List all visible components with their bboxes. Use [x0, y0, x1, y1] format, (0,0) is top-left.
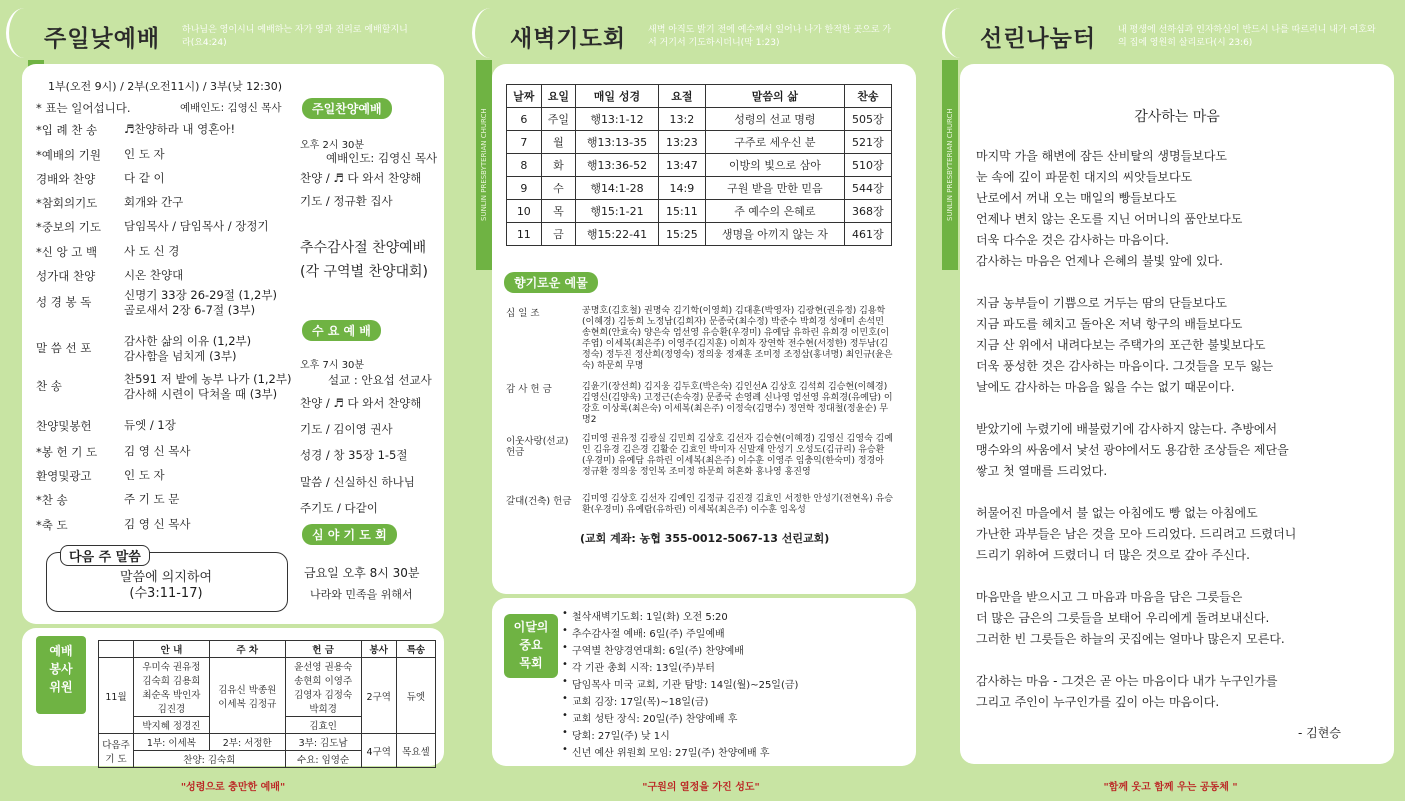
poem-line: 언제나 변치 않는 온도를 지닌 어머니의 품안보다도 — [976, 212, 1243, 226]
duty-guide2: 박지혜 정경진 — [134, 717, 210, 734]
schedule-cell: 9 — [507, 177, 542, 200]
schedule-cell: 수 — [541, 177, 576, 200]
table-row — [507, 154, 892, 177]
schedule-cell: 505장 — [844, 108, 891, 131]
offering-names: 김윤기(장선희) 김지웅 김두호(박은숙) 김인선A 김상호 김석희 김승현(이혜경) 김영신(김양욱) 고정근(손숙경) 문종국 손영례 신나영 엄선영 유희경(유예담) 이강호 이상록(최은숙) 이세복(최은주) 이정숙(김명수) 정연학 정대철(정윤순) 무명2 — [582, 382, 893, 425]
night-title-pill: 심 야 기 도 회 — [302, 524, 397, 545]
schedule-cell: 주일 — [541, 108, 576, 131]
bullet-icon: • — [562, 727, 568, 738]
praise-title — [302, 98, 392, 119]
order-key: *찬 송 — [36, 493, 68, 507]
schedule-cell: 행13:36-52 — [576, 154, 658, 177]
schedule-cell: 14:9 — [658, 177, 705, 200]
schedule-cell: 13:47 — [658, 154, 705, 177]
order-key: *축 도 — [36, 518, 68, 532]
list-item: 교회 성탄 장식: 20일(주) 찬양예배 후 — [572, 714, 738, 725]
sharing-panel — [936, 0, 1405, 801]
bullet-icon: • — [562, 625, 568, 636]
sharing-footer: "함께 웃고 함께 우는 공동체 " — [1103, 782, 1238, 793]
poem-line: 허물어진 마을에서 불 없는 아침에도 빵 없는 아침에도 — [976, 506, 1258, 520]
schedule-cell: 10 — [507, 200, 542, 223]
poem-line — [976, 398, 1376, 419]
bullet-icon: • — [562, 744, 568, 755]
service-times: 1부(오전 9시) / 2부(오전11시) / 3부(낮 12:30) — [48, 80, 283, 93]
prayer-praise: 찬양: 김숙희 — [134, 751, 286, 768]
bullet-icon: • — [562, 710, 568, 721]
poem-line: 드리기 위하여 드렸더니 더 많은 것으로 갚아 주신다. — [976, 548, 1250, 562]
schedule-cell: 월 — [541, 131, 576, 154]
schedule-cell: 13:2 — [658, 108, 705, 131]
poem-line: 더욱 다수운 것은 감사하는 마음이다. — [976, 233, 1169, 247]
offering-type: 십 일 조 — [506, 308, 540, 319]
list-item: 당회: 27일(주) 낮 1시 — [572, 731, 670, 742]
schedule-cell: 금 — [541, 223, 576, 246]
praise-title-pill: 주일찬양예배 — [302, 98, 392, 119]
header-arc-icon — [472, 8, 509, 58]
offering-title — [504, 272, 598, 293]
poem-line: 받았기에 누렸기에 배불렀기에 감사하지 않는다. 추방에서 — [976, 422, 1278, 436]
night-time: 금요일 오후 8시 30분 — [304, 566, 420, 580]
table-row — [507, 131, 892, 154]
duty-special: 듀엣 — [396, 658, 435, 734]
schedule-cell: 이방의 빛으로 삼아 — [706, 154, 845, 177]
order-key: *입 례 찬 송 — [36, 123, 98, 137]
offering-type: 이웃사랑(선교) 헌금 — [506, 436, 569, 458]
schedule-cell: 544장 — [844, 177, 891, 200]
offering-names: 김미영 권유정 김광실 김민희 김상호 김선자 김승현(이혜경) 김영신 김영숙 김예인 김유경 김은경 김활순 김효인 박미자 신말재 안성기 오성도(김규리) 유승환(우경미) 유예담 유하린 이세복(최은주) 이수훈 이영주 임충익(한숙미) 정경아 정규환 정의웅 정인복 조미정 하문희 허혼화 홍나영 홍진영 — [582, 434, 893, 477]
poem-line — [976, 650, 1376, 671]
list-item: 각 기관 총회 시작: 13일(주)부터 — [572, 663, 715, 674]
schedule-cell: 성령의 선교 명령 — [706, 108, 845, 131]
list-item: 담임목사 미국 교회, 기관 탐방: 14일(월)~25일(금) — [572, 680, 799, 691]
offering-type: 갈대(건축) 헌금 — [506, 496, 572, 507]
poem-line: 더 많은 금은의 그릇들을 보태어 우리에게 돌려보내신다. — [976, 611, 1270, 625]
header-arc-icon — [6, 8, 43, 58]
worship-panel — [0, 0, 466, 801]
worship-header — [0, 6, 466, 60]
schedule-cell: 행13:1-12 — [576, 108, 658, 131]
duty-label: 예배 봉사 위원 — [36, 636, 86, 714]
prayer-service: 4구역 — [361, 734, 396, 768]
duty-service: 2구역 — [361, 658, 396, 734]
schedule-cell: 행14:1-28 — [576, 177, 658, 200]
poem-author: - 김현승 — [1298, 726, 1341, 740]
schedule-col-header: 날짜 — [507, 85, 542, 108]
wed-sermon: 말씀 / 신실하신 하나님 — [300, 475, 415, 489]
wed-title — [302, 320, 381, 341]
schedule-cell: 구주로 세우신 분 — [706, 131, 845, 154]
schedule-col-header: 말씀의 삶 — [706, 85, 845, 108]
list-item: 추수감사절 예배: 6일(주) 주일예배 — [572, 629, 725, 640]
schedule-cell: 목 — [541, 200, 576, 223]
order-value: 인 도 자 — [124, 468, 165, 482]
schedule-cell: 구원 받을 만한 믿음 — [706, 177, 845, 200]
table-row — [507, 200, 892, 223]
praise-time: 오후 2시 30분 — [300, 140, 365, 151]
duty-month: 11월 — [99, 658, 134, 734]
schedule-body — [507, 108, 892, 246]
poem-line — [976, 566, 1376, 587]
table-row — [507, 108, 892, 131]
duty-head-offering: 헌 금 — [285, 641, 361, 658]
wed-closing: 주기도 / 다같이 — [300, 501, 378, 515]
news-label: 이달의 중요 목회 — [504, 614, 558, 678]
wed-preacher: 설교 : 안요섭 선교사 — [328, 373, 432, 387]
poem-line: 감사하는 마음은 언제나 은혜의 불빛 앞에 있다. — [976, 254, 1223, 268]
bullet-icon: • — [562, 659, 568, 670]
offering-type: 감 사 헌 금 — [506, 384, 552, 395]
header-arc-icon — [942, 8, 979, 58]
account-info: (교회 계좌: 농협 355-0012-5067-13 선린교회) — [580, 532, 830, 545]
praise-special: 추수감사절 찬양예배 (각 구역별 찬양대회) — [300, 240, 429, 280]
poem-line: 마지막 가을 해변에 잠든 산비탈의 생명들보다도 — [976, 149, 1227, 163]
schedule-cell: 8 — [507, 154, 542, 177]
order-value: 신명기 33장 26-29절 (1,2부) 골로새서 2장 6-7절 (3부) — [124, 288, 277, 317]
poem-line — [976, 272, 1376, 293]
order-value: 찬591 저 밭에 농부 나가 (1,2부) 감사해 시련이 닥쳐올 때 (3부) — [124, 372, 292, 401]
order-key: 환영및광고 — [36, 469, 92, 483]
worship-footer: "성령으로 충만한 예배" — [180, 782, 286, 793]
sharing-title: 선린나눔터 — [980, 26, 1097, 52]
bullet-icon: • — [562, 693, 568, 704]
bullet-icon: • — [562, 642, 568, 653]
schedule-header — [507, 85, 892, 108]
poem-line: 그러한 빈 그릇들은 하늘의 곳집에는 얼마나 많은지 모른다. — [976, 632, 1285, 646]
praise-leader: 예배인도: 김영신 목사 — [326, 151, 438, 165]
schedule-col-header: 매일 성경 — [576, 85, 658, 108]
prayer-2: 2부: 서정한 — [209, 734, 285, 751]
schedule-cell: 화 — [541, 154, 576, 177]
bullet-icon: • — [562, 676, 568, 687]
table-row — [507, 177, 892, 200]
schedule-cell: 행15:22-41 — [576, 223, 658, 246]
duty-offering2: 김효인 — [285, 717, 361, 734]
poem-line: 지금 농부들이 기쁨으로 거두는 땀의 단들보다도 — [976, 296, 1227, 310]
list-item: 철삭새벽기도회: 1일(화) 오전 5:20 — [572, 612, 728, 623]
schedule-cell: 행15:1-21 — [576, 200, 658, 223]
wed-prayer: 기도 / 김이영 권사 — [300, 422, 393, 436]
prayer-3: 3부: 김도남 — [285, 734, 361, 751]
schedule-cell: 461장 — [844, 223, 891, 246]
order-key: 성 경 봉 독 — [36, 295, 92, 309]
poem-line — [976, 482, 1376, 503]
poem-line: 지금 파도를 헤치고 돌아온 저녁 항구의 배들보다도 — [976, 317, 1243, 331]
offering-verse: 나의 하나님이 그리스도 예수 안에서 영광 가운데 그 풍성한 대로 너희 모든 쓸 것을 채우시리라 (빌 4:19) — [626, 271, 910, 293]
list-item: 교회 김장: 17일(목)~18일(금) — [572, 697, 709, 708]
schedule-cell: 15:11 — [658, 200, 705, 223]
praise-hymn: 찬양 / ♬ 다 와서 찬양해 — [300, 171, 422, 185]
duty-head-special: 특송 — [396, 641, 435, 658]
poem-title: 감사하는 마음 — [1134, 109, 1220, 125]
prayer-1: 1부: 이세복 — [134, 734, 210, 751]
prayer-special: 목요셀 — [396, 734, 435, 768]
side-label: SUNLIN PRESBYTERIAN CHURCH — [942, 60, 958, 270]
schedule-cell: 368장 — [844, 200, 891, 223]
order-value: 듀엣 / 1장 — [124, 418, 176, 432]
order-value: 인 도 자 — [124, 147, 165, 161]
poem-line: 쌓고 첫 열매를 드리었다. — [976, 464, 1108, 478]
poem-line: 더욱 풍성한 것은 감사하는 마음이다. 그것들을 모두 잃는 — [976, 359, 1274, 373]
duty-head-guide: 안 내 — [134, 641, 210, 658]
duty-head-service: 봉사 — [361, 641, 396, 658]
bullet-icon: • — [562, 608, 568, 619]
list-item: 구역별 찬양경연대회: 6일(주) 찬양예배 — [572, 646, 744, 657]
dawn-prayer-panel — [466, 0, 936, 801]
poem-line: 난로에서 꺼내 오는 매일의 빵들보다도 — [976, 191, 1177, 205]
table-row — [507, 223, 892, 246]
wed-time: 오후 7시 30분 — [300, 360, 365, 371]
next-week-text: 말씀에 의지하여 (수3:11-17) — [119, 570, 213, 601]
duty-parking: 김유신 박종원 이세복 김정규 — [209, 658, 285, 734]
order-value: 회개와 간구 — [124, 195, 184, 209]
order-value: 감사한 삶의 이유 (1,2부) 감사함을 넘치게 (3부) — [124, 334, 252, 363]
order-key: *참회의기도 — [36, 196, 98, 210]
order-value: 사 도 신 경 — [124, 244, 180, 258]
worship-subtitle: 하나님은 영이시니 예배하는 자가 영과 진리로 예배할지니라(요4:24) — [182, 25, 408, 48]
offering-names: 김미영 김상호 김선자 김예인 김정규 김진경 김효인 서정한 안성기(전현옥) 유승환(우경미) 유예람(유하린) 이세복(최은주) 이수훈 임옥성 — [582, 494, 893, 515]
schedule-col-header: 찬송 — [844, 85, 891, 108]
duty-table — [98, 640, 436, 768]
schedule-col-header: 요일 — [541, 85, 576, 108]
schedule-cell: 6 — [507, 108, 542, 131]
order-key: 말 씀 선 포 — [36, 341, 92, 355]
order-value: 주 기 도 문 — [124, 492, 180, 506]
schedule-col-header: 요절 — [658, 85, 705, 108]
poem-line: 맹수와의 싸움에서 낯선 광야에서도 용감한 조상들은 제단을 — [976, 443, 1289, 457]
side-label: SUNLIN PRESBYTERIAN CHURCH — [476, 60, 492, 270]
schedule-cell: 510장 — [844, 154, 891, 177]
offering-title-pill: 향기로운 예물 — [504, 272, 598, 293]
order-key: 성가대 찬양 — [36, 269, 96, 283]
list-item: 신년 예산 위원회 모임: 27일(주) 찬양예배 후 — [572, 748, 770, 759]
schedule-cell: 주 예수의 은혜로 — [706, 200, 845, 223]
prayer-wed: 수요: 임영순 — [285, 751, 361, 768]
duty-head-parking: 주 차 — [209, 641, 285, 658]
offering-names: 공명호(김호철) 권명숙 김기학(이영희) 김대훈(박영자) 김광현(권유정) 김용학(이혜경) 김동희 노정남(김희자) 문종국(최수정) 박준수 박희경 성애미 손석민 송현희(안효숙) 양은숙 엄선영 유승환(우경미) 유예담 유하린 유희경 이민호(이주엽) 이세복(최은주) 이영주(김지훈) 이희자 장연학 전수현(서정한) 정두남(김정숙) 정두진 정산희(정영숙) 정의웅 정재훈 조미정 조정삼(홍녀명) 최인규(윤은숙) 하문희 무명 — [582, 306, 893, 371]
poem-line: 감사하는 마음 - 그것은 곧 아는 마음이다 내가 누구인가를 — [976, 674, 1278, 688]
schedule-cell: 521장 — [844, 131, 891, 154]
wed-title-pill: 수 요 예 배 — [302, 320, 381, 341]
order-key: 찬양및봉헌 — [36, 419, 92, 433]
poem-line: 마음만을 받으시고 그 마음과 마음을 담은 그릇들은 — [976, 590, 1243, 604]
sharing-subtitle: 내 평생에 선하심과 인자하심이 반드시 나를 따르리니 내가 여호와의 집에 영원히 살리로다(시 23:6) — [1118, 25, 1376, 48]
poem-line: 가난한 과부들은 남은 것을 모아 드리었다. 드리려고 드렸더니 — [976, 527, 1297, 541]
worship-title: 주일낮예배 — [44, 26, 161, 52]
wed-scripture: 성경 / 창 35장 1-5절 — [300, 448, 408, 462]
order-value: 김 영 신 목사 — [124, 444, 191, 458]
schedule-cell: 13:23 — [658, 131, 705, 154]
worship-leader: 예배인도: 김영신 목사 — [180, 102, 282, 114]
order-key: 찬 송 — [36, 379, 62, 393]
dawn-footer: "구원의 열정을 가진 성도" — [642, 782, 760, 793]
schedule-cell: 11 — [507, 223, 542, 246]
schedule-cell: 행13:13-35 — [576, 131, 658, 154]
order-value: 시온 찬양대 — [124, 268, 184, 282]
order-key: *예배의 기원 — [36, 148, 101, 162]
praise-prayer: 기도 / 정규환 집사 — [300, 194, 393, 208]
poem-line: 날에도 감사하는 마음을 잃을 수는 없기 때문이다. — [976, 380, 1235, 394]
order-key: *봉 헌 기 도 — [36, 445, 98, 459]
order-key: *신 앙 고 백 — [36, 245, 98, 259]
wed-hymn: 찬양 / ♬ 다 와서 찬양해 — [300, 396, 422, 410]
schedule-cell: 7 — [507, 131, 542, 154]
poem-line: 그리고 주인이 누구인가를 깊이 아는 마음이다. — [976, 695, 1220, 709]
schedule-cell: 15:25 — [658, 223, 705, 246]
poem-line: 지금 산 위에서 내려다보는 주택가의 포근한 불빛보다도 — [976, 338, 1266, 352]
stand-notice: * 표는 일어섭니다. — [36, 101, 131, 115]
schedule-cell: 생명을 아끼지 않는 자 — [706, 223, 845, 246]
prayer-label: 다음주 기 도 — [99, 734, 134, 768]
dawn-header — [466, 6, 936, 60]
order-key: *중보의 기도 — [36, 220, 101, 234]
sharing-header — [936, 6, 1405, 60]
poem-line: 눈 속에 깊이 파묻힌 대지의 씨앗들보다도 — [976, 170, 1193, 184]
schedule-table — [506, 84, 892, 246]
duty-offering: 윤선영 권용숙 송현희 이영주 김영자 김정숙 박희경 — [285, 658, 361, 717]
order-value: 담임목사 / 담임목사 / 장정기 — [124, 219, 269, 233]
night-title — [302, 524, 397, 545]
poem-body — [976, 146, 1376, 713]
dawn-title: 새벽기도회 — [510, 26, 627, 52]
order-value: 김 영 신 목사 — [124, 517, 191, 531]
order-key: 경배와 찬양 — [36, 172, 96, 186]
dawn-subtitle: 새벽 아직도 밝기 전에 예수께서 일어나 나가 한적한 곳으로 가서 거기서 기도하시더니(막 1:23) — [648, 25, 892, 48]
duty-guide: 우미숙 권유정 김숙희 김용희 최순옥 박인자 김진경 — [134, 658, 210, 717]
night-text: 나라와 민족을 위해서 — [310, 588, 413, 601]
next-week-label: 다음 주 말씀 — [60, 545, 150, 566]
order-value: 다 같 이 — [124, 171, 165, 185]
order-value: ♬찬양하라 내 영혼아! — [124, 122, 236, 136]
